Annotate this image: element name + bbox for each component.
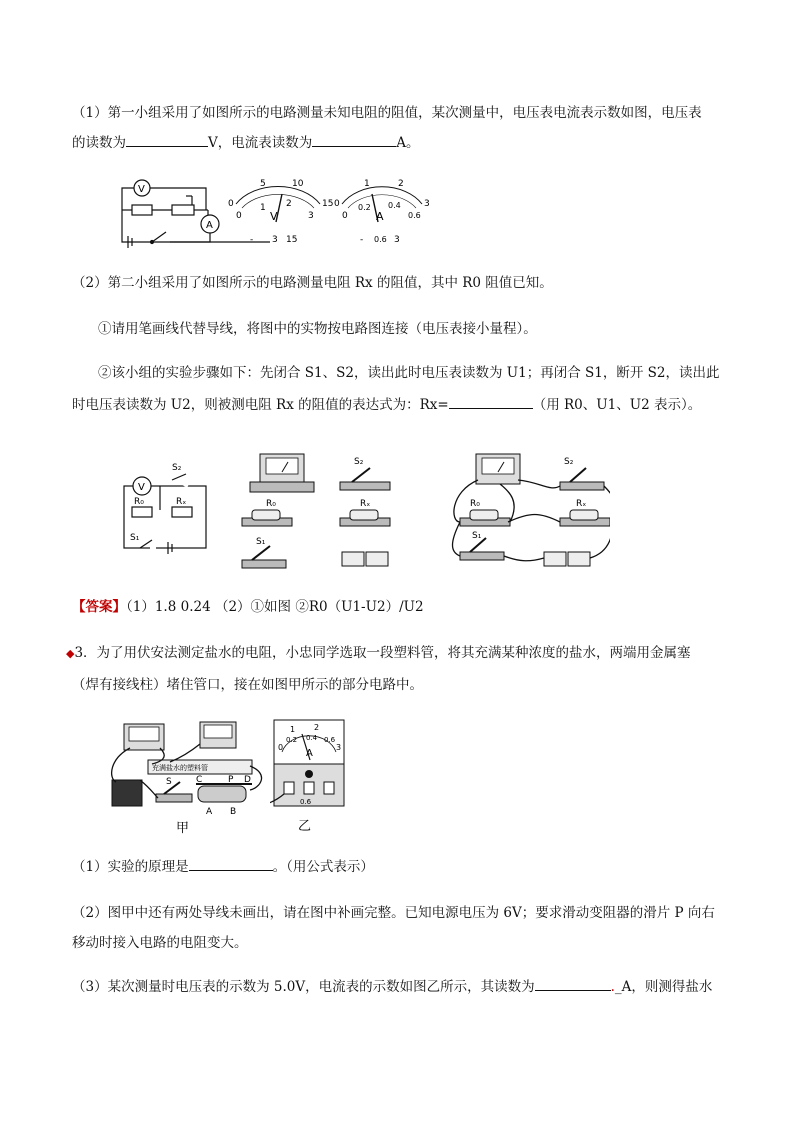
scale-label: 3 [336,743,342,752]
text: （1）实验的原理是 [72,859,189,875]
q2-part1-line1: （1）第一小组采用了如图所示的电路测量未知电阻的阻值，某次测量中，电压表电流表示数如图，电压表 [72,105,702,121]
answer-blank-current[interactable] [312,132,396,147]
tube-label: 充满盐水的塑料管 [152,764,208,772]
scale-label: 0 [342,211,348,221]
text: V，电流表读数为 [208,135,313,151]
q2-part2-step2-line1: ②该小组的实验步骤如下：先闭合 S1、S2，读出此时电压表读数为 U1；再闭合 S1，断开 S2，读出此 [98,365,720,381]
answer-blank-principle[interactable] [189,856,273,871]
meter-unit: V [270,210,278,223]
scale-label: 15 [322,199,334,209]
terminal-label: 3 [394,235,400,245]
scale-label: 0.4 [388,201,401,210]
scale-label: 0.6 [324,736,336,744]
r0-label: R₀ [134,497,144,507]
meter-unit: A [306,748,313,759]
switch-s1-label: S₁ [472,531,482,541]
answer-blank-rx[interactable] [449,394,533,409]
text: _A，则测得盐水 [614,979,713,995]
scale-label: 0.2 [358,203,371,212]
rx-label: Rₓ [360,499,371,509]
r0-label: R₀ [470,499,480,509]
scale-label: 1 [364,179,370,189]
answer-blank-current-reading[interactable] [535,976,611,991]
figure-circuit-meters [110,172,440,250]
answer-tag: 【答案】 [72,599,126,615]
switch-s2-label: S₂ [564,457,574,467]
bullet-icon: ◆ [66,647,75,660]
text: A。 [396,135,420,151]
rx-label: Rₓ [176,497,187,507]
ammeter-label: A [206,220,213,231]
label-c: C [196,775,203,785]
scale-label: 3 [424,199,430,209]
terminal-label: 3 [272,235,278,245]
q3-part2-line1: （2）图甲中还有两处导线未画出，请在图中补画完整。已知电源电压为 6V；要求滑动变阻器的滑片 P 向右 [72,905,715,921]
voltmeter-dial [228,179,333,245]
text: 3．为了用伏安法测定盐水的电阻，小忠同学选取一段塑料管，将其充满某种浓度的盐水，两端用金属塞 [74,645,691,661]
voltmeter-label: V [138,482,145,493]
text: 。（用公式表示） [272,859,374,875]
scale-label: 1 [290,725,296,734]
scale-label: 0 [228,199,234,209]
scale-label: 2 [398,179,404,189]
scale-label: 5 [260,179,266,189]
q3-part2-line2: 移动时接入电路的电阻变大。 [72,935,248,951]
r0-label: R₀ [266,499,276,509]
label-a: A [206,807,213,817]
answer-line [72,592,732,622]
q3-line1 [66,638,732,669]
scale-label: 0 [236,211,242,221]
text: （用 R0、U1、U2 表示）。 [532,397,702,413]
scale-label: 10 [292,179,304,189]
q3-part3 [72,972,732,1002]
q2-part1-line2 [72,128,732,158]
terminal-label: - [360,235,364,245]
q3-part1 [72,852,732,882]
figure-yi [270,716,350,838]
text: 时电压表读数为 U2，则被测电阻 Rx 的阻值的表达式为：Rx= [72,397,449,413]
terminal-label: - [250,235,254,245]
meter-unit: A [376,210,384,223]
terminal-label: 0.6 [300,798,312,806]
label-b: B [230,807,237,817]
scale-label: 0 [334,199,340,209]
scale-label: 2 [314,723,320,732]
scale-label: 2 [286,199,292,209]
figure-yi-label: 乙 [298,819,312,834]
voltmeter-label: V [138,184,145,195]
ammeter-dial [334,179,430,245]
label-d: D [244,775,251,785]
connected-circuit [453,454,611,566]
rx-label: Rₓ [576,499,587,509]
terminal-label: 15 [286,235,298,245]
answer-blank-voltage[interactable] [126,132,208,147]
scale-label: 1 [260,203,266,213]
scale-label: 0.4 [306,734,318,742]
switch-label: S [166,777,172,787]
scale-label: 0.2 [286,736,298,744]
switch-s2-label: S₂ [172,463,182,473]
figure-jia-label: 甲 [176,821,190,836]
label-p: P [228,775,234,785]
switch-s1-label: S₁ [130,533,140,543]
scale-label: 0 [278,743,284,752]
loose-components [242,454,390,568]
text: 的读数为 [72,135,126,151]
switch-s2-label: S₂ [354,457,364,467]
figure-rx-circuit [120,452,610,577]
answer-text: （1）1.8 0.24 （2）①如图 ②R0（U1-U2）/U2 [126,599,424,615]
switch-s1-label: S₁ [256,537,266,547]
terminal-label: 0.6 [374,235,387,244]
scale-label: 3 [308,211,314,221]
q2-part2-line: （2）第二小组采用了如图所示的电路测量电阻 Rx 的阻值，其中 R0 阻值已知。 [72,275,553,291]
q3-line2: （焊有接线柱）堵住管口，接在如图甲所示的部分电路中。 [72,677,423,693]
q2-part2-step1: ①请用笔画线代替导线，将图中的实物按电路图连接（电压表接小量程）。 [98,321,537,337]
text: （3）某次测量时电压表的示数为 5.0V，电流表的示数如图乙所示，其读数为 [72,979,535,995]
scale-label: 0.6 [408,211,421,220]
text: . [610,979,615,995]
q2-part2-step2-line2 [72,390,732,420]
